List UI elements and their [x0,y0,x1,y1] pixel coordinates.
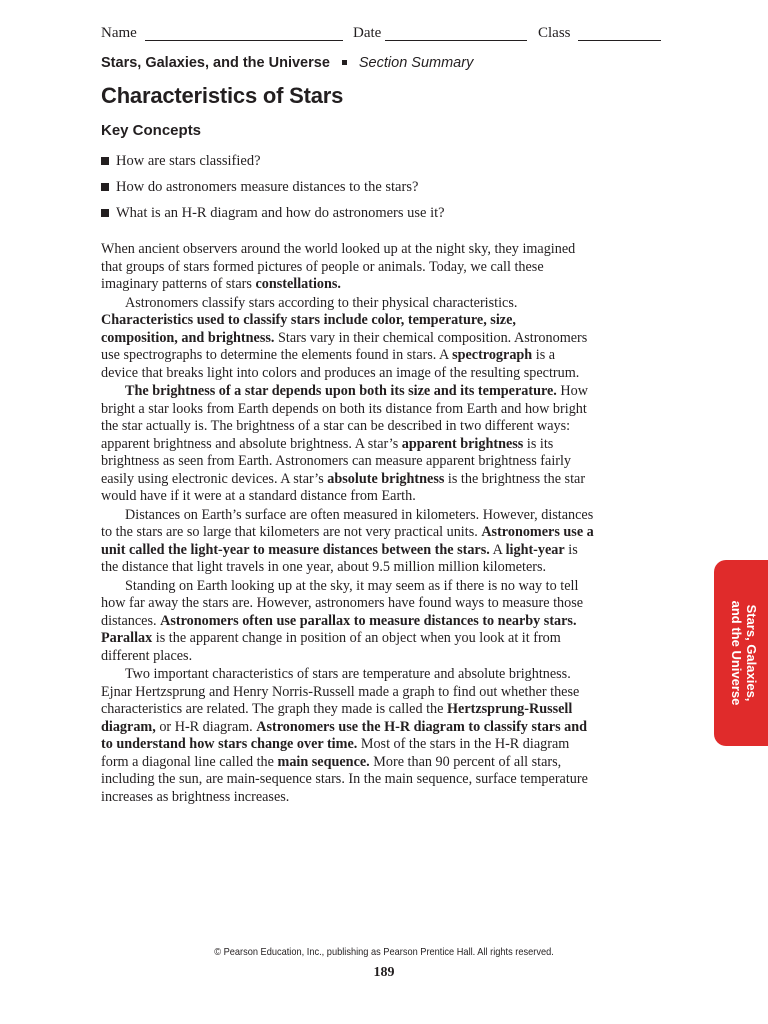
paragraph [101,666,595,806]
key-term: The brightness of a star depends upon both its size and its temperature. [125,383,557,399]
square-bullet-icon [101,157,109,165]
key-term: main sequence. [277,753,370,770]
text-run: How bright a star looks from Earth depends on both its distance from Earth and how bright the star actually is. The brightness of a star can be described in two different ways: apparent brightness and absolute brightness. A star’s [101,383,588,452]
key-term: Astronomers use the H-R diagram to classify stars and to understand how stars change over time. [101,718,588,752]
list-item [101,200,445,226]
square-bullet-icon [101,183,109,191]
side-tab-label [729,578,759,728]
key-term: Parallax [101,630,153,646]
section-header [101,55,473,75]
text-run: When ancient observers around the world looked up at the night sky, they imagined that groups of stars formed pictures of people or animals. Today, we call these imaginary patterns of stars [101,241,576,292]
key-concept-text: How do astronomers measure distances to the stars? [116,178,419,195]
section-summary-body [101,241,595,807]
square-bullet-icon [342,60,347,65]
paragraph [101,507,595,577]
text-run: Two important characteristics of stars are temperature and absolute brightness. Ejnar Hertzsprung and Henry Norris-Russell made a graph to find out whether these characteristics are related. The graph they made is called the [101,666,580,717]
text-run: is the distance that light travels in one year, about 9.5 million million kilometers. [101,541,578,575]
key-term: Astronomers use a unit called the light-year to measure distances between the stars. [101,524,594,558]
key-term: spectrograph [452,347,533,363]
class-label: Class [538,25,571,41]
key-term: Astronomers often use parallax to measure distances to nearby stars. [160,612,577,629]
text-run: Most of the stars in the H-R diagram form a diagonal line called the [101,736,570,770]
paragraph [101,383,595,506]
key-term: Characteristics used to classify stars include color, temperature, size, composition, and brightness. [101,312,516,346]
text-run: A [489,541,506,558]
key-concept-text: How are stars classified? [116,152,261,169]
square-bullet-icon [101,209,109,217]
class-blank[interactable] [578,40,661,41]
text-run: or H-R diagram. [155,718,257,735]
text-run: is its brightness as seen from Earth. Astronomers can measure apparent brightness fairly easily using electronic devices. A star’s [101,435,572,487]
copyright-notice: © Pearson Education, Inc., publishing as Pearson Prentice Hall. All rights reserved. [214,946,554,958]
text-run: Distances on Earth’s surface are often measured in kilometers. However, distances to the stars are so large that kilometers are not very practical units. [101,506,594,540]
book-title: Stars, Galaxies, and the Universe [101,55,330,71]
page-number: 189 [373,965,395,980]
chapter-side-tab [714,560,768,746]
paragraph [101,578,595,666]
name-blank[interactable] [145,40,343,41]
text-run: Stars vary in their chemical composition. Astronomers use spectrographs to determine the elements found in stars. A [101,329,588,363]
text-run: is the apparent change in position of an object when you look at it from different places. [101,630,561,664]
text-run: is the brightness the star would have if it were at a standard distance from Earth. [101,470,586,504]
date-blank[interactable] [385,40,527,41]
side-tab-line: Stars, Galaxies, [744,604,759,702]
date-label: Date [353,25,382,41]
section-subtitle: Section Summary [358,55,474,71]
text-run: is a device that breaks light into colors and produces an image of the resulting spectrum. [101,347,580,381]
key-term: apparent brightness [401,435,524,452]
key-concept-text: What is an H-R diagram and how do astronomers use it? [116,204,445,221]
text-run: Standing on Earth looking up at the sky, it may seem as if there is no way to tell how far away the stars are. However, astronomers have found ways to measure those distances. [101,577,584,629]
side-tab-line: and the Universe [729,600,744,706]
page-title: Characteristics of Stars [101,83,344,108]
student-info-line [101,25,671,45]
text-run: Astronomers classify stars according to their physical characteristics. [125,294,518,311]
list-item [101,148,445,174]
paragraph [101,295,595,383]
key-term: absolute brightness [327,470,445,487]
key-concepts-list [101,148,445,226]
name-label: Name [101,25,137,41]
key-term: constellations. [255,276,341,292]
paragraph [101,241,595,294]
key-concepts-heading: Key Concepts [101,122,202,139]
text-run: More than 90 percent of all stars, including the sun, are main-sequence stars. In the main sequence, surface temperature increases as brightness increases. [101,753,588,805]
key-term: light-year [505,541,565,558]
key-term: Hertzsprung-Russell diagram, [101,701,573,735]
list-item [101,174,445,200]
